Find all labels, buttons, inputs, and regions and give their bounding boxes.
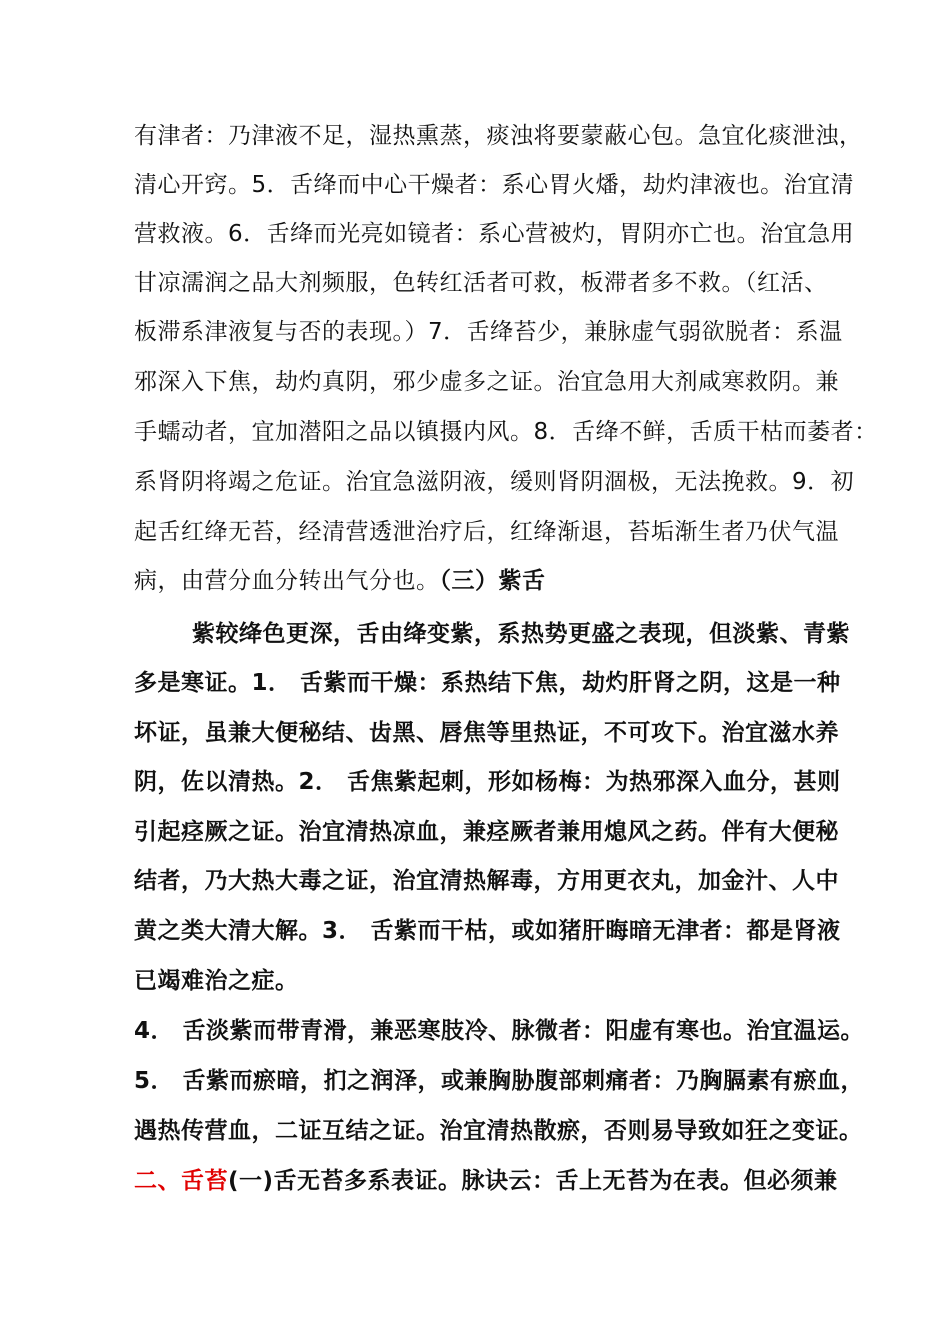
bold-paragraph-line-6: 结者，乃大热大毒之证，治宜清热解毒，方用更衣丸，加金汁、人中 <box>134 868 839 894</box>
section-heading-purple-tongue: （三）紫舌 <box>439 568 546 594</box>
bold-paragraph-line-8: 已竭难治之症。 <box>134 968 299 994</box>
text-line-8: 系肾阴将竭之危证。治宜急滋阴液，缓则肾阴涸极，无法挽救。9．初 <box>134 469 855 495</box>
section-heading-tongue-coating: 二、舌苔 <box>134 1168 228 1194</box>
text-line-6: 邪深入下焦，劫灼真阴，邪少虚多之证。治宜急用大剂咸寒救阴。兼 <box>134 369 839 395</box>
tongue-coating-heading-line <box>134 1166 838 1196</box>
text-line-2: 清心开窍。5．舌绛而中心干燥者：系心胃火燔，劫灼津液也。治宜清 <box>134 172 855 198</box>
bold-paragraph-line-10: 5． 舌紫而瘀暗，扪之润泽，或兼胸胁腹部刺痛者：乃胸膈素有瘀血， <box>134 1068 865 1094</box>
bold-paragraph-line-11: 遇热传营血，二证互结之证。治宜清热散瘀，否则易导致如狂之变证。 <box>134 1118 863 1144</box>
bold-paragraph-line-1: 紫较绛色更深，舌由绛变紫，系热势更盛之表现，但淡紫、青紫 <box>192 621 850 647</box>
bold-paragraph-line-7: 黄之类大清大解。3． 舌紫而干枯，或如猪肝晦暗无津者：都是肾液 <box>134 918 841 944</box>
text-line-9: 起舌红绛无苔，经清营透泄治疗后，红绛渐退，苔垢渐生者乃伏气温 <box>134 519 839 545</box>
text-line-10-body: 病，由营分血分转出气分也。 <box>134 568 440 594</box>
text-line-3: 营救液。6．舌绛而光亮如镜者：系心营被灼，胃阴亦亡也。治宜急用 <box>134 221 855 247</box>
text-line-1: 有津者：乃津液不足，湿热熏蒸，痰浊将要蒙蔽心包。急宜化痰泄浊， <box>134 123 863 149</box>
tongue-coating-intro: (一)舌无苔多系表证。脉诀云：舌上无苔为在表。但必须兼 <box>228 1168 838 1194</box>
text-line-10 <box>134 566 546 596</box>
bold-paragraph-line-5: 引起痉厥之证。治宜清热凉血，兼痉厥者兼用熄风之药。伴有大便秘 <box>134 819 839 845</box>
bold-paragraph-line-9: 4． 舌淡紫而带青滑，兼恶寒肢冷、脉微者：阳虚有寒也。治宜温运。 <box>134 1018 865 1044</box>
bold-paragraph-line-2: 多是寒证。1． 舌紫而干燥：系热结下焦，劫灼肝肾之阴，这是一种 <box>134 670 841 696</box>
text-line-4: 甘凉濡润之品大剂频服，色转红活者可救，板滞者多不救。（红活、 <box>134 270 828 296</box>
bold-paragraph-line-4: 阴，佐以清热。2． 舌焦紫起刺，形如杨梅：为热邪深入血分，甚则 <box>134 769 841 795</box>
text-line-5: 板滞系津液复与否的表现。）7．舌绛苔少，兼脉虚气弱欲脱者：系温 <box>134 319 843 345</box>
text-line-7: 手蠕动者，宜加潜阳之品以镇摄内风。8．舌绛不鲜，舌质干枯而萎者： <box>134 419 878 445</box>
bold-paragraph-line-3: 坏证，虽兼大便秘结、齿黑、唇焦等里热证，不可攻下。治宜滋水养 <box>134 720 839 746</box>
